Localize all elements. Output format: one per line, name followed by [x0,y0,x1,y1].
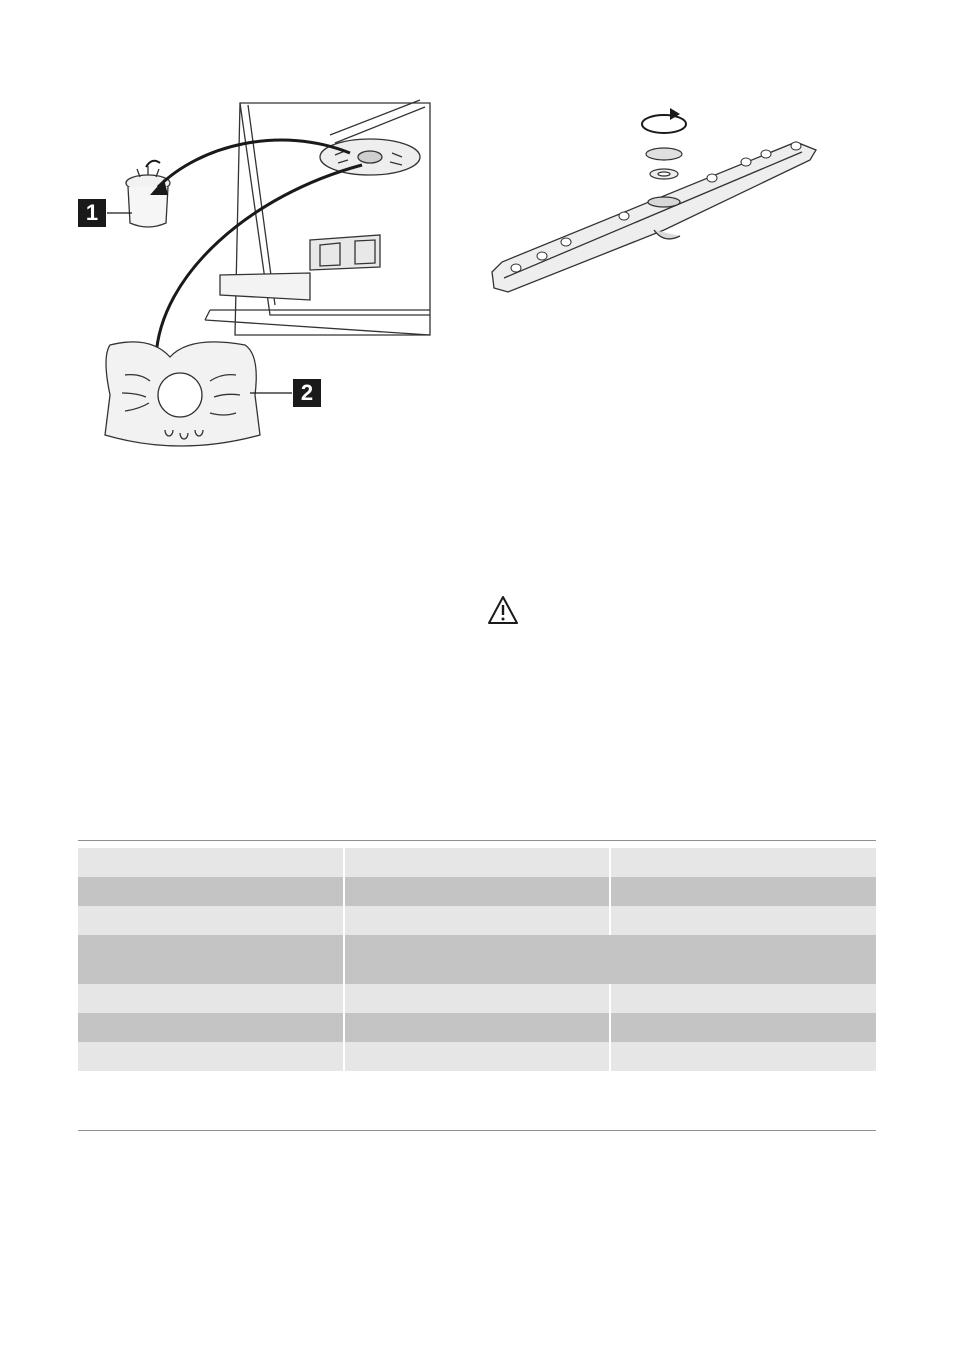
table-row [78,906,876,935]
table-cell [611,984,876,1013]
table-cell [345,877,612,906]
table-cell [78,848,345,877]
table-cell [345,935,876,984]
table-cell [345,906,612,935]
table-row [78,984,876,1013]
table-cell [345,848,612,877]
table-cell [611,848,876,877]
table-cell [611,906,876,935]
callout-2: 2 [293,379,321,407]
spray-arm-illustration [484,100,824,300]
table-cell [78,1013,345,1042]
callout-1: 1 [78,199,106,227]
table-cell [611,1013,876,1042]
table-cell [345,1042,612,1071]
spray-arm-drawing [484,100,824,300]
table-bottom-rule [78,1130,876,1131]
specs-table [78,848,876,1071]
table-top-rule [78,840,876,841]
table-cell [78,984,345,1013]
table-row [78,848,876,877]
table-cell [611,1042,876,1071]
table-row [78,1013,876,1042]
table-cell [611,877,876,906]
table-cell [78,935,345,984]
table-cell [78,906,345,935]
table-cell [78,1042,345,1071]
table-row [78,877,876,906]
filter-illustration [70,95,440,455]
table-cell [345,984,612,1013]
table-row [78,935,876,984]
table-cell [345,1013,612,1042]
table-row [78,1042,876,1071]
warning-triangle-icon [486,594,520,626]
table-cell [78,877,345,906]
dishwasher-interior-drawing [70,95,440,455]
